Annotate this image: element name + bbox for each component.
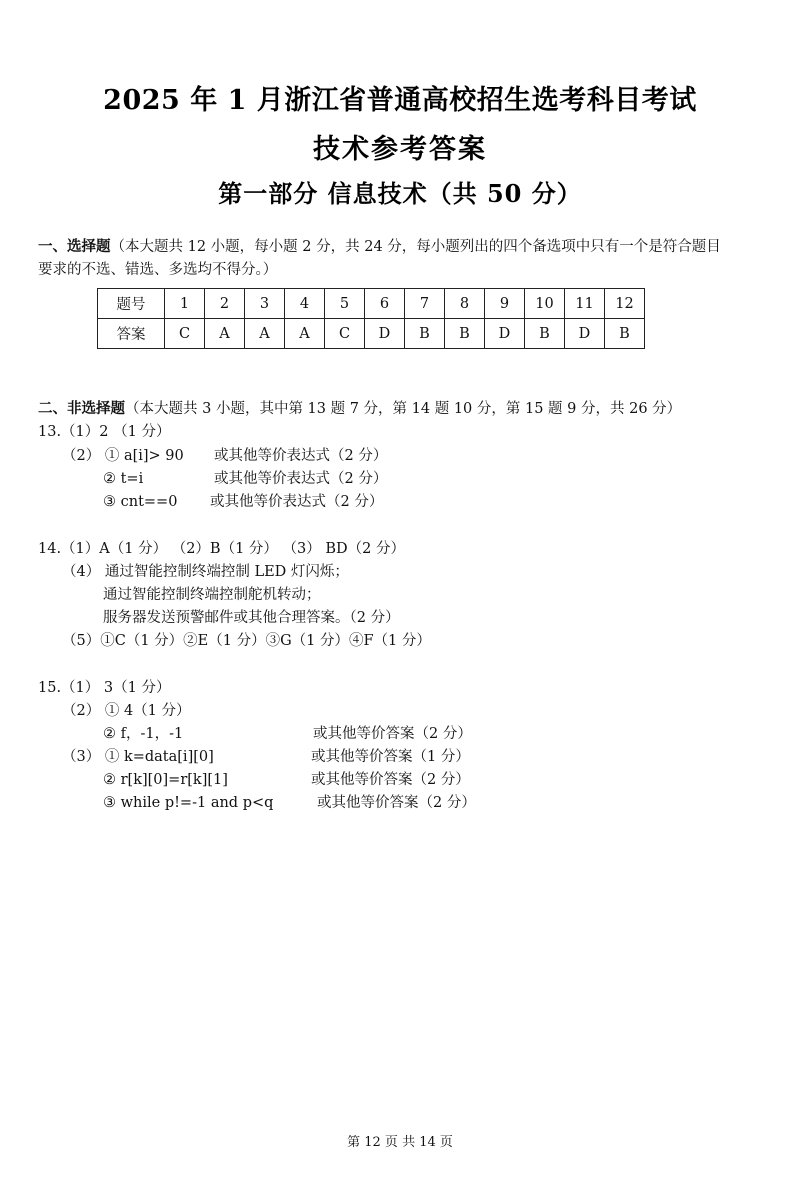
question-number: 10 (525, 289, 565, 319)
question-number: 3 (245, 289, 285, 319)
question-number: 4 (285, 289, 325, 319)
q14-line3: 通过智能控制终端控制舵机转动； (103, 587, 321, 603)
question-number: 9 (485, 289, 525, 319)
q15-line2: （2） ① 4（1 分） (62, 703, 191, 719)
answer-cell: D (565, 319, 605, 349)
answer-table (97, 288, 645, 349)
question-number: 2 (205, 289, 245, 319)
section2-intro (38, 399, 681, 419)
section1-heading: 一、选择题 (38, 239, 111, 255)
q13-line3: ② t=i (103, 471, 144, 487)
row-label-number: 题号 (98, 289, 165, 319)
page-footer: 第 12 页 共 14 页 (347, 1135, 453, 1150)
q15-line3-note: 或其他等价答案（2 分） (313, 726, 472, 742)
q14-line2: （4） 通过智能控制终端控制 LED 灯闪烁； (62, 564, 349, 580)
answer-key-title: 技术参考答案 (313, 134, 487, 165)
answer-cell: B (525, 319, 565, 349)
answer-cell: D (485, 319, 525, 349)
answer-cell: A (205, 319, 245, 349)
exam-title: 2025 年 1 月浙江省普通高校招生选考科目考试 (103, 85, 697, 116)
q15-line4-note: 或其他等价答案（1 分） (311, 749, 470, 765)
answer-cell: C (325, 319, 365, 349)
answer-cell: A (285, 319, 325, 349)
answer-cell: D (365, 319, 405, 349)
answer-cell: B (605, 319, 645, 349)
q13-line4-note: 或其他等价表达式（2 分） (210, 494, 384, 510)
table-row-numbers (98, 289, 645, 319)
q13-line4: ③ cnt==0 (103, 494, 178, 510)
q15-line3: ② f，-1，-1 (103, 726, 184, 742)
section2-heading: 二、非选择题 (38, 401, 125, 417)
table-row-answers (98, 319, 645, 349)
question-number: 1 (165, 289, 205, 319)
question-number: 7 (405, 289, 445, 319)
q15-line5: ② r[k][0]=r[k][1] (103, 772, 228, 788)
q15-line5-note: 或其他等价答案（2 分） (311, 772, 470, 788)
q15-line4: （3） ① k=data[i][0] (62, 749, 214, 765)
q13-line2-note: 或其他等价表达式（2 分） (214, 448, 388, 464)
q13-line2: （2） ① a[i]> 90 (62, 448, 184, 464)
answer-cell: B (445, 319, 485, 349)
section1-desc-line1: （本大题共 12 小题，每小题 2 分，共 24 分，每小题列出的四个备选项中只有一个是符合题目 (110, 239, 721, 255)
q13-line1: 13.（1）2 （1 分） (38, 424, 171, 440)
q15-line1: 15.（1） 3（1 分） (38, 680, 171, 696)
row-label-answer: 答案 (98, 319, 165, 349)
q15-line6: ③ while p!=-1 and p<q (103, 795, 274, 811)
q15-line6-note: 或其他等价答案（2 分） (317, 795, 476, 811)
q14-line5: （5）①C（1 分）②E（1 分）③G（1 分）④F（1 分） (62, 633, 431, 649)
q14-line4: 服务器发送预警邮件或其他合理答案。（2 分） (103, 610, 400, 626)
question-number: 5 (325, 289, 365, 319)
question-number: 12 (605, 289, 645, 319)
question-number: 11 (565, 289, 605, 319)
question-number: 6 (365, 289, 405, 319)
answer-cell: B (405, 319, 445, 349)
part-title: 第一部分 信息技术（共 50 分） (218, 179, 582, 208)
section2-desc: （本大题共 3 小题，其中第 13 题 7 分，第 14 题 10 分，第 15 题 9 分，共 26 分） (125, 401, 682, 417)
answer-cell: C (165, 319, 205, 349)
q13-line3-note: 或其他等价表达式（2 分） (214, 471, 388, 487)
section1-intro (38, 237, 721, 257)
section1-desc-line2: 要求的不选、错选、多选均不得分。） (38, 262, 278, 278)
question-number: 8 (445, 289, 485, 319)
q14-line1: 14.（1）A（1 分） （2）B（1 分） （3） BD（2 分） (38, 541, 405, 557)
answer-cell: A (245, 319, 285, 349)
